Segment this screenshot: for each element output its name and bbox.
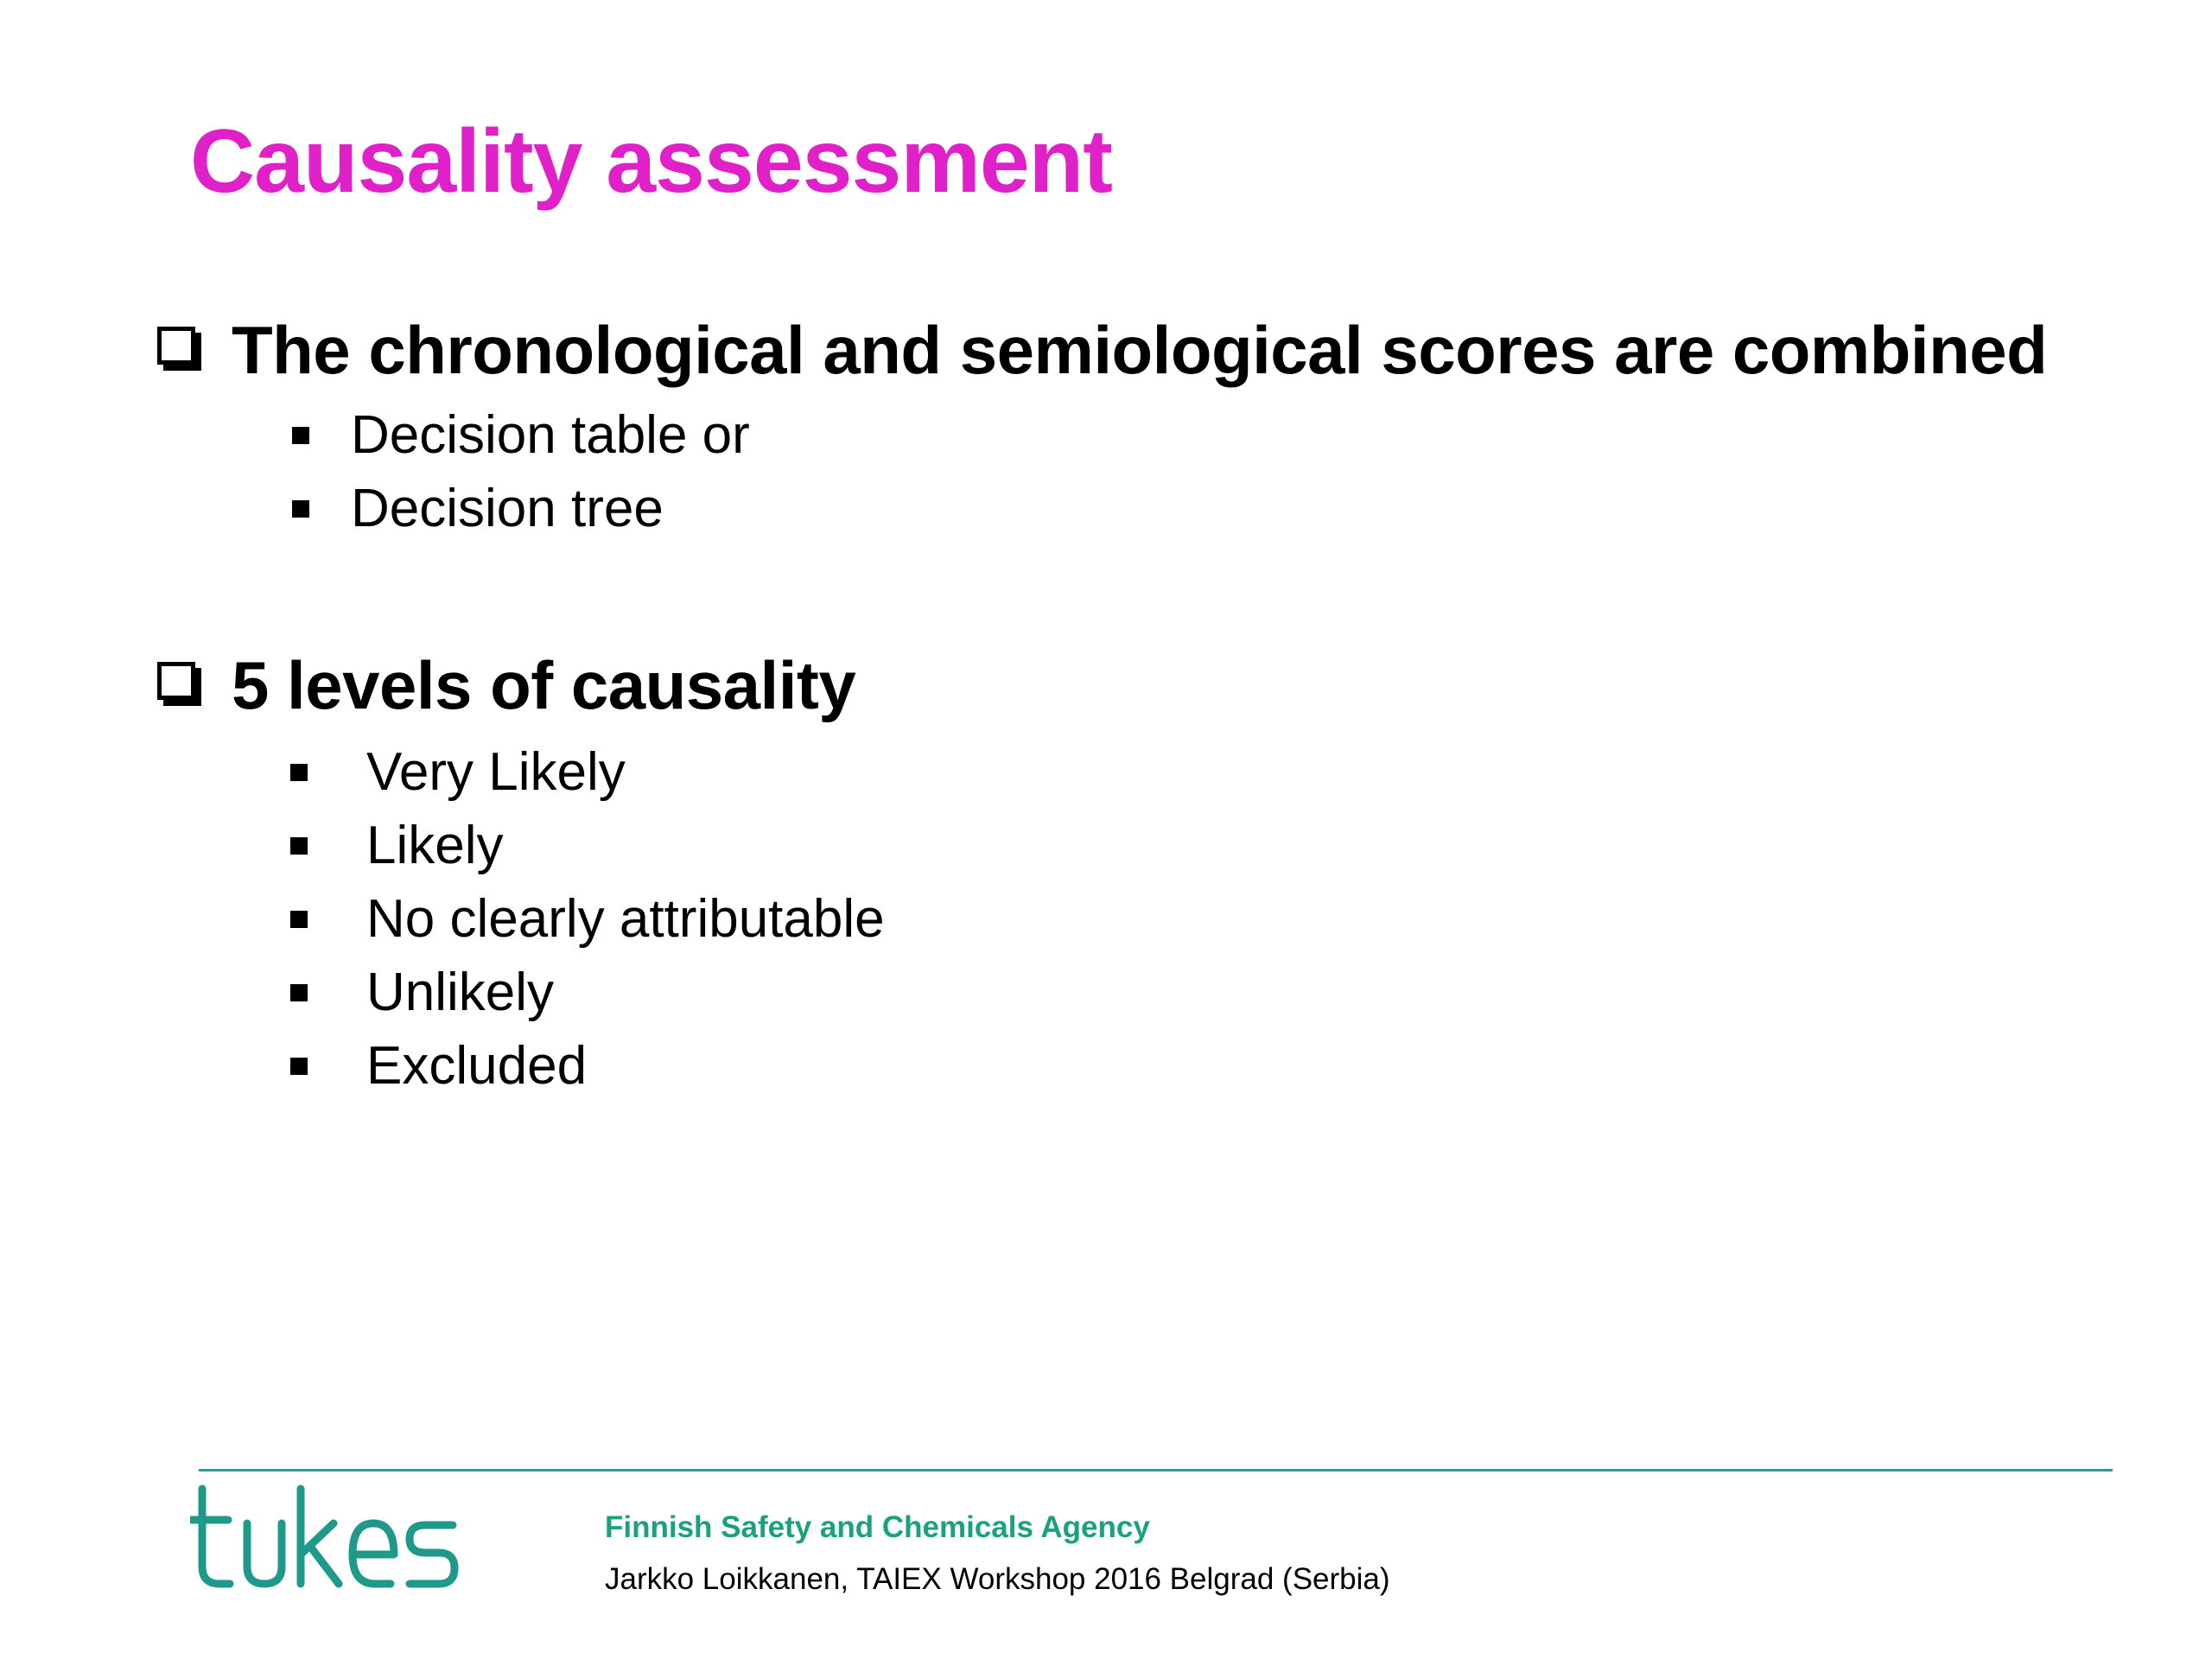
agency-name: Finnish Safety and Chemicals Agency: [605, 1510, 1150, 1544]
list-item: [292, 478, 664, 539]
list-item-text: Excluded: [366, 1036, 588, 1096]
slide-title: Causality assessment: [190, 111, 1112, 212]
list-item-text: No clearly attributable: [366, 889, 885, 949]
square-bullet-icon: [290, 984, 308, 1001]
square-bullet-icon: [292, 427, 309, 444]
list-item-text: Likely: [366, 816, 504, 875]
square-bullet-icon: [292, 500, 309, 518]
section-heading-text: The chronological and semiological scores are combined: [232, 312, 2048, 388]
list-item: [290, 962, 554, 1023]
square-bullet-icon: [290, 1058, 308, 1075]
square-bullet-icon: [290, 764, 308, 781]
section-heading-2: [157, 646, 855, 725]
tukes-logo: [190, 1482, 484, 1603]
list-item-text: Decision table or: [351, 405, 750, 465]
square-bullet-icon: [290, 911, 308, 928]
list-item-text: Very Likely: [366, 742, 626, 802]
square-bullet-icon: [290, 837, 308, 855]
checkbox-bullet-icon: [157, 327, 206, 375]
section-heading-text: 5 levels of causality: [232, 647, 856, 723]
list-item: [290, 1035, 587, 1096]
list-item: [290, 741, 626, 803]
footer-divider: [199, 1469, 2113, 1471]
presentation-credit: Jarkko Loikkanen, TAIEX Workshop 2016 Belgrad (Serbia): [605, 1562, 1390, 1596]
section-heading-1: [157, 311, 2047, 390]
list-item: [290, 815, 504, 876]
list-item: [292, 404, 750, 466]
list-item-text: Decision tree: [351, 479, 664, 538]
checkbox-bullet-icon: [157, 662, 206, 710]
list-item: [290, 888, 885, 950]
list-item-text: Unlikely: [366, 963, 555, 1022]
